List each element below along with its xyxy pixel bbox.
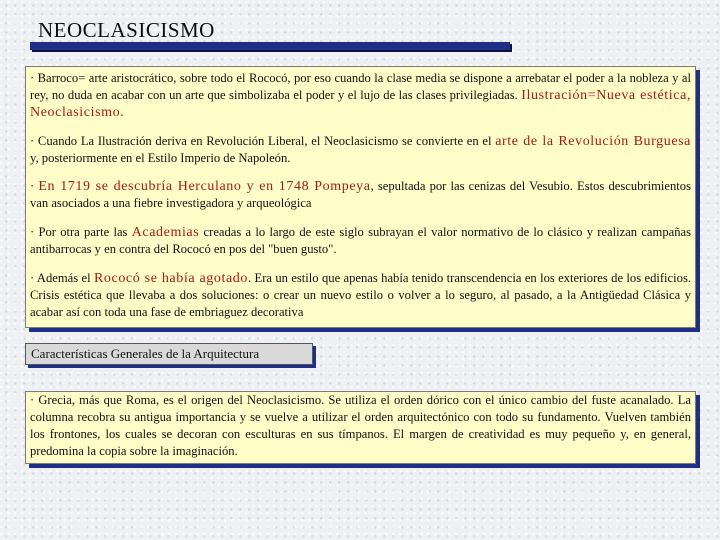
highlight-revolucion-burguesa: arte de la Revolución Burguesa: [495, 134, 691, 149]
slide-title: NEOCLASICISMO: [38, 18, 215, 42]
paragraph-barroco: · Barroco= arte aristocrático, sobre todo el Rococó, por eso cuando la clase media se dispone a arrebatar el poder a la nobleza y al rey, no duda en acabar con un arte que simbolizaba el poder y el lujo de las clases privilegiadas. Ilustración=Nueva estética, Neoclasicismo.: [30, 71, 692, 120]
highlight-rococo: Rococó se había agotado: [93, 271, 248, 286]
paragraph-academias: · Por otra parte las Academias creadas a lo largo de este siglo subrayan el valor normativo de lo clásico y realizan campañas antibarrocas y en contra del Rococó en pos del "buen gusto".: [30, 225, 691, 256]
paragraph-herculano: · En 1719 se descubría Herculano y en 1748 Pompeya, sepultada por las cenizas del Vesubio. Estos descubrimientos van asociados a una fiebre investigadora y arqueológica: [30, 179, 692, 210]
highlight-ilustracion: Ilustración=Nueva estética, Neoclasicismo.: [30, 88, 692, 120]
paragraph-rococo: · Además el Rococó se había agotado. Era un estilo que apenas había tenido transcendencia en los exteriores de los edificios. Crisis estética que llevaba a dos soluciones: o crear un nuevo estilo o volver a lo seguro, al pasado, a la Antigüedad Clásica y acabar así con toda una fase de embriaguez decorativa: [30, 271, 691, 319]
architecture-text-box: [25, 391, 696, 464]
highlight-herculano-pompeya: En 1719 se descubría Herculano y en 1748 Pompeya: [38, 179, 371, 194]
title-underline-bar: [30, 42, 510, 50]
paragraph-revolucion: · Cuando La Ilustración deriva en Revolución Liberal, el Neoclasicismo se convierte en el arte de la Revolución Burguesa y, posteriormente en el Estilo Imperio de Napoleón.: [30, 134, 691, 165]
highlight-academias: Academias: [131, 225, 200, 240]
paragraph-grecia: · Grecia, más que Roma, es el origen del Neoclasicismo. Se utiliza el orden dórico con el único cambio del fuste acanalado. La columna recobra su antigua importancia y se vuelve a utilizar el orden arquitectónico con todo su fundamento. Vuelven también los frontones, los cuales se decoran con esculturas en sus tímpanos. El margen de creatividad es muy pequeño y, en general, predomina la copia sobre la imaginación.: [30, 393, 691, 458]
intro-text-box: [25, 66, 696, 328]
section-heading-arquitectura: Características Generales de la Arquitectura: [25, 343, 313, 365]
